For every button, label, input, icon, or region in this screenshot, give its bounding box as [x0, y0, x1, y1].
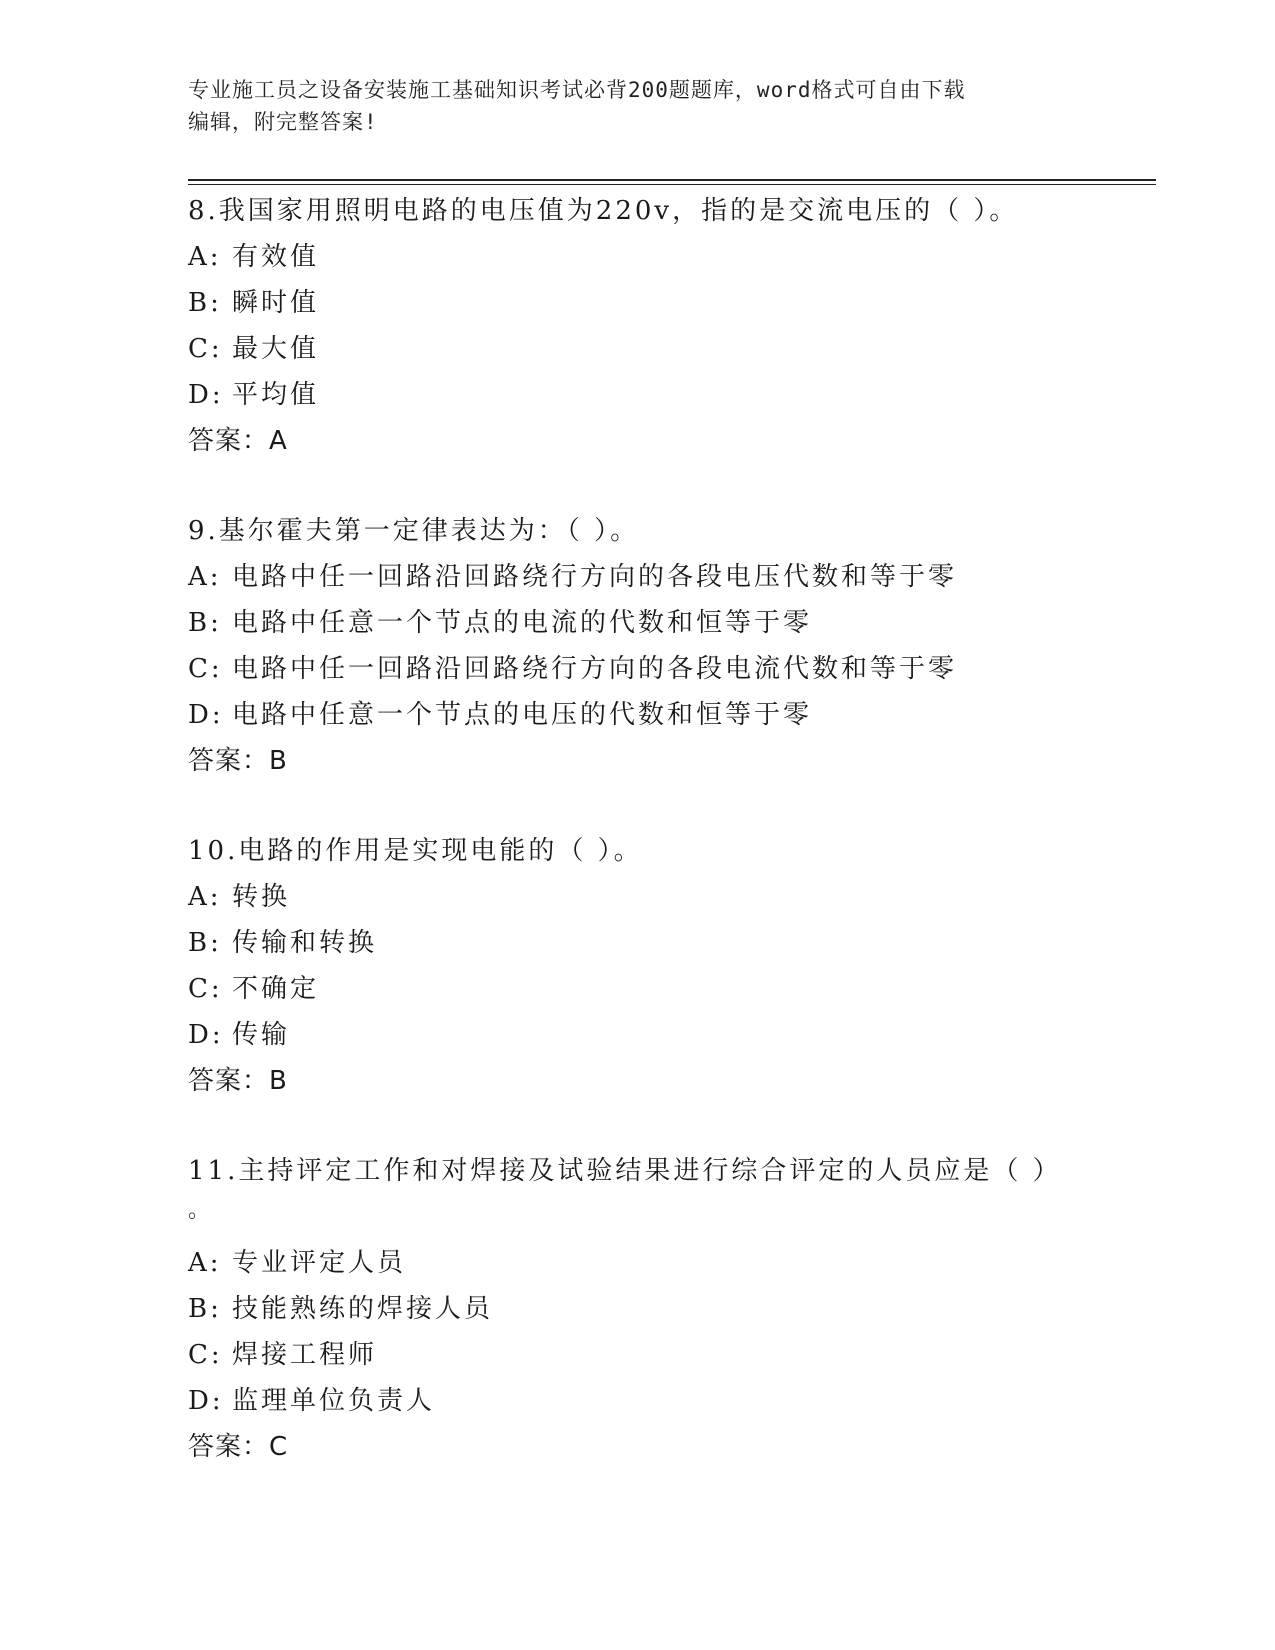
option-letter: A:: [188, 882, 222, 912]
question-spacer: [188, 784, 1148, 828]
question-9: [188, 508, 1148, 784]
option-text: 有效值: [232, 242, 320, 272]
question-list: [188, 188, 1148, 1470]
option-text: 电路中任意一个节点的电压的代数和恒等于零: [232, 700, 813, 730]
option-letter: D:: [188, 700, 224, 730]
answer-line: 答案：B: [188, 1066, 288, 1096]
option-letter: A:: [188, 242, 222, 272]
option-text: 专业评定人员: [232, 1248, 407, 1278]
option-c: [188, 1332, 1148, 1378]
question-text: 10.电路的作用是实现电能的（ ）。: [188, 836, 643, 866]
option-a: [188, 234, 1148, 280]
option-letter: B:: [188, 1294, 222, 1324]
option-text: 传输和转换: [232, 928, 378, 958]
option-text: 监理单位负责人: [232, 1386, 436, 1416]
option-b: [188, 1286, 1148, 1332]
question-text: 8.我国家用照明电路的电压值为220v，指的是交流电压的（ ）。: [188, 196, 1019, 226]
option-text: 电路中任一回路沿回路绕行方向的各段电压代数和等于零: [232, 562, 958, 592]
option-text: 转换: [232, 882, 291, 912]
option-letter: D:: [188, 1386, 224, 1416]
answer-line: 答案：B: [188, 746, 288, 776]
answer-line: 答案：A: [188, 426, 288, 456]
option-text: 不确定: [232, 974, 320, 1004]
option-c: [188, 966, 1148, 1012]
option-letter: A:: [188, 562, 222, 592]
header-title-line-1: 专业施工员之设备安装施工基础知识考试必背200题题库，word格式可自由下载: [188, 78, 966, 102]
option-letter: B:: [188, 928, 222, 958]
header-divider-thick: [188, 179, 1156, 181]
option-letter: C:: [188, 654, 223, 684]
question-text-wrap: 。: [188, 1198, 214, 1223]
option-text: 平均值: [232, 380, 320, 410]
option-d: [188, 1012, 1148, 1058]
question-text: 11.主持评定工作和对焊接及试验结果进行综合评定的人员应是（ ）: [188, 1156, 1062, 1186]
option-letter: B:: [188, 608, 222, 638]
option-text: 技能熟练的焊接人员: [232, 1294, 494, 1324]
option-text: 瞬时值: [232, 288, 320, 318]
option-text: 传输: [232, 1020, 291, 1050]
option-a: [188, 874, 1148, 920]
option-text: 焊接工程师: [232, 1340, 378, 1370]
option-letter: C:: [188, 974, 223, 1004]
option-d: [188, 1378, 1148, 1424]
option-d: [188, 372, 1148, 418]
option-b: [188, 280, 1148, 326]
question-text: 9.基尔霍夫第一定律表达为：（ ）。: [188, 516, 640, 546]
question-8: [188, 188, 1148, 464]
option-a: [188, 554, 1148, 600]
option-letter: D:: [188, 1020, 224, 1050]
option-b: [188, 600, 1148, 646]
option-text: 最大值: [232, 334, 320, 364]
option-letter: A:: [188, 1248, 222, 1278]
question-spacer: [188, 1104, 1148, 1148]
option-c: [188, 326, 1148, 372]
document-header: [188, 74, 1088, 138]
option-d: [188, 692, 1148, 738]
option-c: [188, 646, 1148, 692]
option-letter: C:: [188, 334, 223, 364]
option-letter: B:: [188, 288, 222, 318]
option-letter: D:: [188, 380, 224, 410]
option-a: [188, 1240, 1148, 1286]
option-letter: C:: [188, 1340, 223, 1370]
option-text: 电路中任一回路沿回路绕行方向的各段电流代数和等于零: [232, 654, 958, 684]
question-10: [188, 828, 1148, 1104]
option-text: 电路中任意一个节点的电流的代数和恒等于零: [232, 608, 813, 638]
header-title-line-2: 编辑，附完整答案!: [188, 110, 378, 134]
question-11: [188, 1148, 1148, 1470]
header-divider-thin: [188, 184, 1156, 185]
option-b: [188, 920, 1148, 966]
question-spacer: [188, 464, 1148, 508]
answer-line: 答案：C: [188, 1432, 289, 1462]
